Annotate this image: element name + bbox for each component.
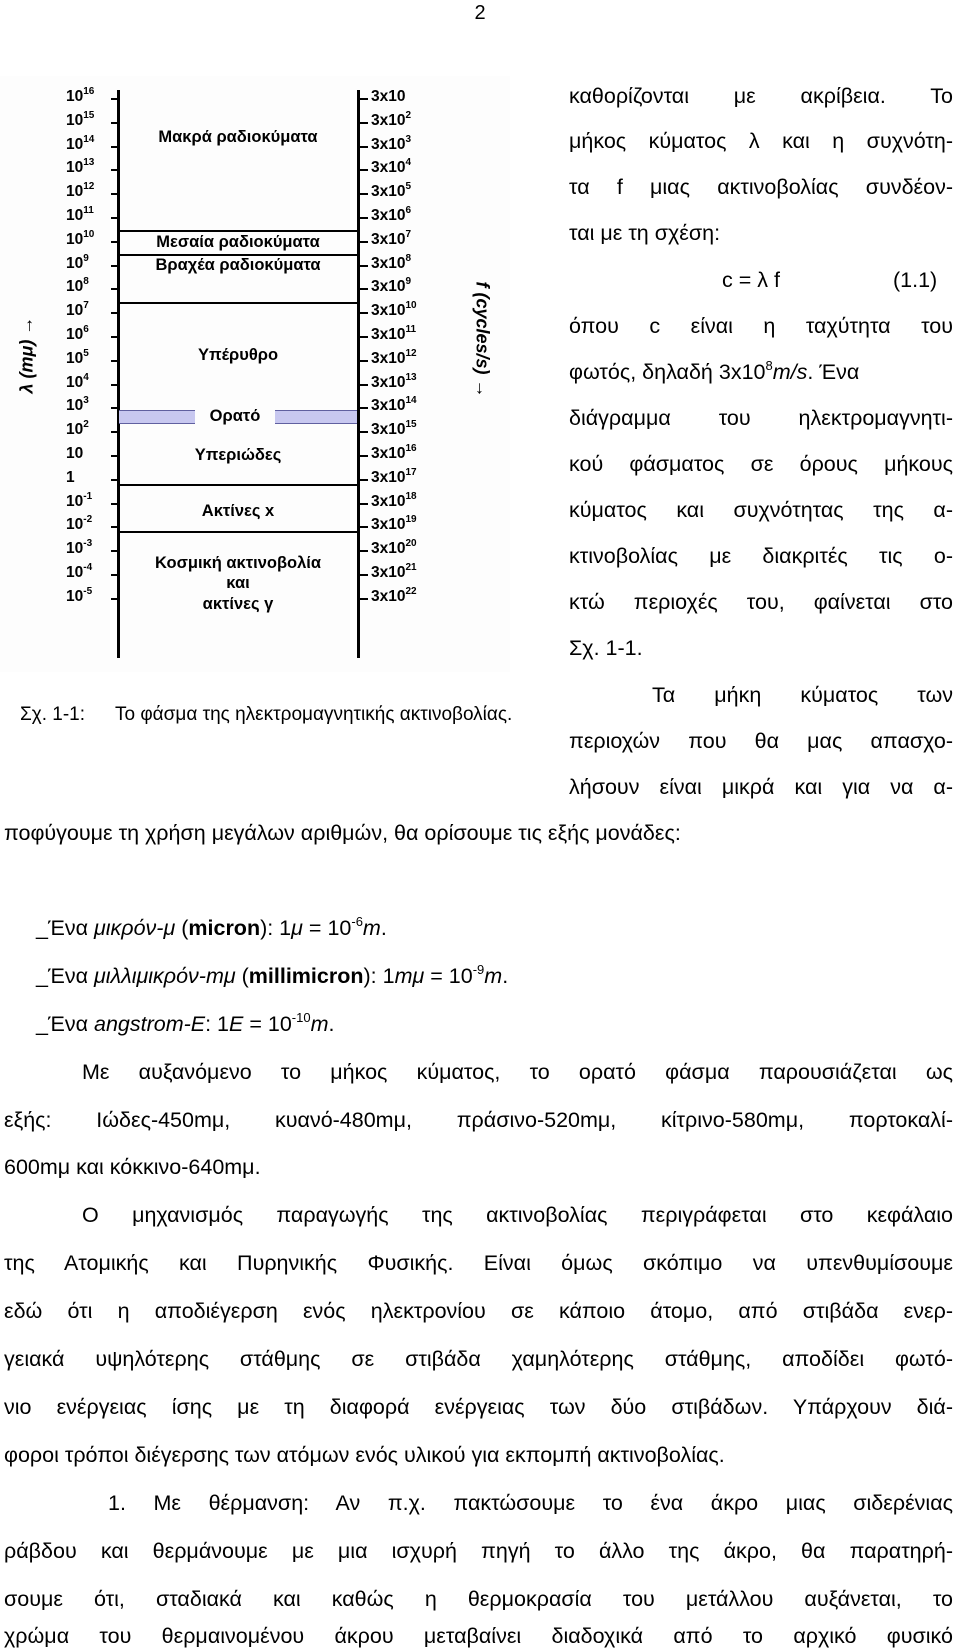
wavelength-tick bbox=[111, 407, 119, 409]
text-line: Ο μηχανισμός παραγωγής της ακτινοβολίας περιγράφεται στο κεφάλαιο bbox=[82, 1203, 953, 1227]
wavelength-tick bbox=[111, 550, 119, 552]
text-line: διάγραμμα του ηλεκτρομαγνητι- bbox=[569, 406, 953, 430]
frequency-tick bbox=[360, 455, 368, 457]
text-line: κτώ περιοχές του, φαίνεται στο bbox=[569, 590, 953, 614]
text-line: όπου c είναι η ταχύτητα του bbox=[569, 314, 953, 338]
frequency-tick-label: $3x10^5$ bbox=[371, 181, 412, 201]
wavelength-tick-label: $10^{14}$ bbox=[66, 133, 95, 153]
text-line: νιο ενέργειας ίσης με τη διαφορά ενέργειας των δύο στιβάδων. Υπάρχουν διά- bbox=[4, 1395, 953, 1419]
frequency-axis-label: f (cycles/s) → bbox=[472, 281, 493, 398]
frequency-tick bbox=[360, 384, 368, 386]
text-line: ράβδου και θερμάνουμε με μια ισχυρή πηγή το άλλο της άκρο, θα παρατηρή- bbox=[4, 1539, 953, 1563]
wavelength-tick-label: $10^{-3}$ bbox=[66, 538, 93, 558]
frequency-tick bbox=[360, 217, 368, 219]
frequency-tick-label: $3x10^3$ bbox=[371, 133, 412, 153]
frequency-tick-label: $3x10^{14}$ bbox=[371, 395, 417, 415]
frequency-tick-label: $3x10^2$ bbox=[371, 109, 412, 129]
text-line: Τα μήκη κύματος των bbox=[652, 683, 953, 707]
wavelength-tick-label: $10^{-2}$ bbox=[66, 514, 93, 534]
text-line: 600mμ και κόκκινο-640mμ. bbox=[4, 1155, 261, 1179]
wavelength-tick-label: $10^{10}$ bbox=[66, 228, 95, 248]
band-medium-radio: Μεσαία ραδιοκύματα bbox=[156, 233, 320, 251]
wavelength-tick bbox=[111, 431, 119, 433]
frequency-tick bbox=[360, 288, 368, 290]
band-cosmic-line1: Κοσμική ακτινοβολία bbox=[154, 554, 322, 572]
band-divider bbox=[119, 302, 357, 304]
frequency-tick-label: $3x10^4$ bbox=[371, 157, 412, 177]
wavelength-tick bbox=[111, 217, 119, 219]
frequency-tick bbox=[360, 526, 368, 528]
frequency-tick-label: $3x10^{13}$ bbox=[371, 371, 417, 391]
band-divider bbox=[119, 230, 357, 232]
wavelength-tick bbox=[111, 146, 119, 148]
text-line: γειακά υψηλότερης στάθμης σε στιβάδα χαμηλότερης στάθμης, αποδίδει φωτό- bbox=[4, 1347, 953, 1371]
frequency-tick-label: $3x10^{20}$ bbox=[371, 538, 417, 558]
wavelength-tick-label: $10^{-5}$ bbox=[66, 585, 93, 605]
text-line: Με αυξανόμενο το μήκος κύματος, το ορατό φάσμα παρουσιάζεται ως bbox=[82, 1060, 953, 1084]
unit-millimicron: _Ένα μιλλιμικρόν-mμ (millimicron): $1m\mu = 10^{-9}m$. bbox=[36, 962, 509, 988]
frequency-tick-label: $3x10^6$ bbox=[371, 205, 412, 224]
wavelength-tick bbox=[111, 193, 119, 195]
wavelength-tick bbox=[111, 122, 119, 124]
wavelength-tick-label: $10^3$ bbox=[66, 395, 89, 415]
wavelength-tick bbox=[111, 574, 119, 576]
band-visible: Ορατό bbox=[195, 407, 275, 426]
frequency-tick-label: $3x10^7$ bbox=[371, 228, 412, 248]
wavelength-tick bbox=[111, 169, 119, 171]
frequency-tick-label: $3x10^{18}$ bbox=[371, 490, 417, 510]
spectrum-figure bbox=[0, 76, 510, 672]
frequency-tick bbox=[360, 407, 368, 409]
text-line: περιοχών που θα μας απασχο- bbox=[569, 729, 953, 753]
frequency-tick bbox=[360, 241, 368, 243]
wavelength-axis-label: λ (mμ) → bbox=[16, 316, 37, 394]
frequency-tick bbox=[360, 169, 368, 171]
wavelength-tick bbox=[111, 479, 119, 481]
text-line: φοροι τρόποι διέγερσης των ατόμων ενός υλικού για εκπομπή ακτινοβολίας. bbox=[4, 1443, 725, 1467]
band-short-radio: Βραχέα ραδιοκύματα bbox=[155, 256, 321, 274]
text-line: τα f μιας ακτινοβολίας συνδέον- bbox=[569, 175, 953, 199]
text-line: ποφύγουμε τη χρήση μεγάλων αριθμών, θα ορίσουμε τις εξής μονάδες: bbox=[4, 821, 681, 845]
text-line: εδώ ότι η αποδιέγερση ενός ηλεκτρονίου σε κάποιο άτομο, από στιβάδα ενερ- bbox=[4, 1299, 953, 1323]
wavelength-tick bbox=[111, 265, 119, 267]
text-line: ται με τη σχέση: bbox=[569, 221, 721, 245]
wavelength-tick-label: $10^{13}$ bbox=[66, 157, 95, 177]
frequency-tick bbox=[360, 122, 368, 124]
wavelength-tick bbox=[111, 98, 119, 100]
text-line: Σχ. 1-1. bbox=[569, 636, 643, 660]
band-long-radio: Μακρά ραδιοκύματα bbox=[158, 128, 318, 146]
frequency-tick bbox=[360, 193, 368, 195]
band-divider bbox=[119, 484, 357, 486]
band-ultraviolet: Υπεριώδες bbox=[194, 446, 282, 464]
wavelength-tick-label: $10^{-1}$ bbox=[66, 490, 93, 510]
band-xrays: Ακτίνες x bbox=[201, 502, 275, 520]
band-cosmic-line3: ακτίνες γ bbox=[202, 595, 274, 613]
text-line: λήσουν είναι μικρά και για να α- bbox=[569, 775, 953, 799]
text-line: κού φάσματος σε όρους μήκους bbox=[569, 452, 953, 476]
text-line: 1. Με θέρμανση: Αν π.χ. πακτώσουμε το ένα άκρο μιας σιδερένιας bbox=[108, 1491, 953, 1515]
frequency-tick bbox=[360, 312, 368, 314]
text-line: φωτός, δηλαδή $3x10^8m/s$. Ένα bbox=[569, 358, 860, 384]
band-infrared: Υπέρυθρο bbox=[197, 346, 279, 364]
frequency-tick-label: 3x10 bbox=[371, 88, 406, 105]
unit-micron: _Ένα μικρόν-μ (micron): $1\mu = 10^{-6}m$. bbox=[36, 914, 387, 940]
wavelength-tick-label: $10^2$ bbox=[66, 419, 89, 439]
frequency-tick-label: $3x10^{11}$ bbox=[371, 324, 417, 343]
wavelength-tick-label: $10^8$ bbox=[66, 276, 89, 296]
frequency-tick-label: $3x10^{10}$ bbox=[371, 300, 417, 320]
wavelength-tick-label: 10 bbox=[66, 445, 84, 462]
frequency-tick bbox=[360, 598, 368, 600]
text-line: κύματος και συχνότητας της α- bbox=[569, 498, 953, 522]
text-line: μήκος κύματος λ και η συχνότη- bbox=[569, 129, 953, 153]
wavelength-tick-label: $10^6$ bbox=[66, 324, 89, 343]
text-line: καθορίζονται με ακρίβεια. Το bbox=[569, 84, 953, 108]
wavelength-tick bbox=[111, 455, 119, 457]
frequency-tick-label: $3x10^{16}$ bbox=[371, 443, 417, 462]
frequency-tick-label: $3x10^{12}$ bbox=[371, 347, 417, 367]
wavelength-tick bbox=[111, 503, 119, 505]
text-line: χρώμα του θερμαινομένου άκρου μεταβαίνει διαδοχικά από το αρχικό φυσικό bbox=[4, 1624, 953, 1648]
text-line: της Ατομικής και Πυρηνικής Φυσικής. Είναι όμως σκόπιμο να υπενθυμίσουμε bbox=[4, 1251, 953, 1275]
text-line: εξής: Ιώδες-450mμ, κυανό-480mμ, πράσινο-520mμ, κίτρινο-580mμ, πορτοκαλί- bbox=[4, 1108, 953, 1132]
wavelength-tick-label: $10^{15}$ bbox=[66, 109, 95, 129]
frequency-tick-label: $3x10^{21}$ bbox=[371, 562, 417, 581]
frequency-tick bbox=[360, 265, 368, 267]
wavelength-tick-label: $10^4$ bbox=[66, 371, 89, 391]
frequency-tick bbox=[360, 503, 368, 505]
frequency-tick bbox=[360, 550, 368, 552]
wavelength-tick-label: $10^{16}$ bbox=[66, 86, 95, 105]
wavelength-tick bbox=[111, 360, 119, 362]
frequency-tick-label: $3x10^{15}$ bbox=[371, 419, 417, 439]
band-divider bbox=[119, 531, 357, 533]
text-line: κτινοβολίας με διακριτές τις ο- bbox=[569, 544, 953, 568]
wavelength-tick-label: 1 bbox=[66, 468, 75, 486]
wavelength-tick bbox=[111, 336, 119, 338]
wavelength-tick bbox=[111, 384, 119, 386]
wavelength-tick bbox=[111, 312, 119, 314]
band-cosmic-line2: και bbox=[226, 574, 250, 592]
wavelength-tick-label: $10^7$ bbox=[66, 300, 89, 320]
wavelength-tick-label: $10^9$ bbox=[66, 252, 89, 272]
frequency-tick-label: $3x10^{22}$ bbox=[371, 585, 417, 605]
equation-number: (1.1) bbox=[893, 268, 938, 292]
frequency-tick bbox=[360, 336, 368, 338]
frequency-tick bbox=[360, 98, 368, 100]
wavelength-tick-label: $10^{12}$ bbox=[66, 181, 95, 201]
wavelength-tick bbox=[111, 526, 119, 528]
caption-text: Το φάσμα της ηλεκτρομαγνητικής ακτινοβολίας. bbox=[115, 704, 513, 725]
frequency-tick-label: $3x10^8$ bbox=[371, 252, 412, 272]
frequency-tick-label: $3x10^9$ bbox=[371, 276, 412, 296]
wavelength-tick bbox=[111, 241, 119, 243]
wavelength-tick-label: $10^{-4}$ bbox=[66, 562, 93, 581]
right-scale-line bbox=[357, 90, 360, 658]
wavelength-tick bbox=[111, 288, 119, 290]
unit-angstrom: _Ένα angstrom-E: $1E = 10^{-10}m$. bbox=[36, 1010, 335, 1036]
wavelength-tick-label: $10^5$ bbox=[66, 347, 89, 367]
text-line: σουμε ότι, σταδιακά και καθώς η θερμοκρασία του μετάλλου αυξάνεται, το bbox=[4, 1587, 953, 1611]
wavelength-tick-label: $10^{11}$ bbox=[66, 205, 94, 224]
frequency-tick bbox=[360, 574, 368, 576]
equation: c = λ f bbox=[722, 268, 780, 292]
frequency-tick bbox=[360, 146, 368, 148]
caption-number: Σχ. 1-1: bbox=[20, 704, 86, 725]
page-number: 2 bbox=[474, 2, 486, 24]
frequency-tick bbox=[360, 431, 368, 433]
frequency-tick-label: $3x10^{19}$ bbox=[371, 514, 417, 534]
wavelength-tick bbox=[111, 598, 119, 600]
frequency-tick bbox=[360, 479, 368, 481]
frequency-tick bbox=[360, 360, 368, 362]
frequency-tick-label: $3x10^{17}$ bbox=[371, 466, 417, 486]
